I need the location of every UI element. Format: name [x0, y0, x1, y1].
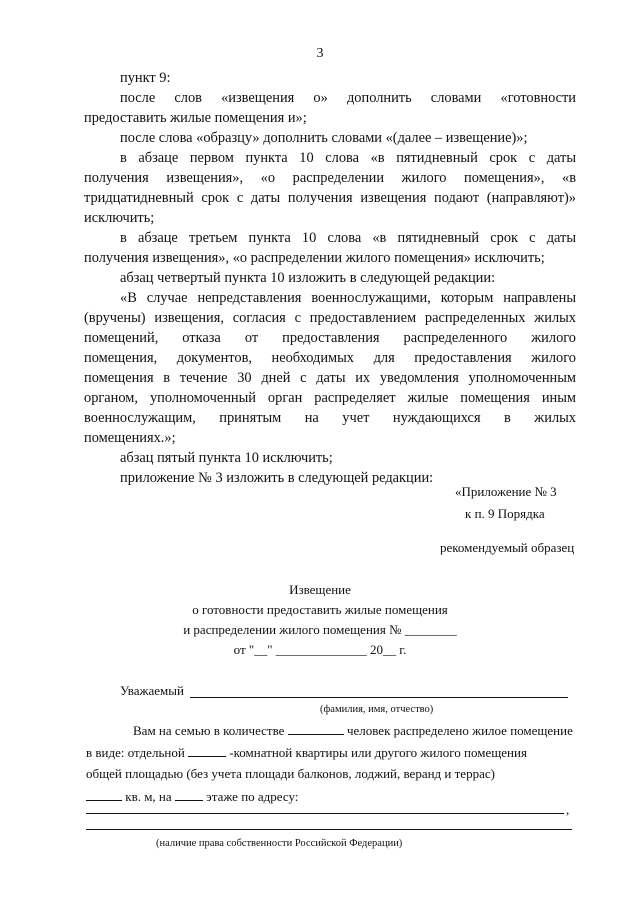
- appendix-reference: к п. 9 Порядка: [465, 506, 545, 521]
- paragraph-line: военнослужащим, принятым на учет нуждающихся в жилых: [84, 410, 576, 426]
- name-caption: (фамилия, имя, отчество): [320, 704, 434, 715]
- area-field: [86, 788, 122, 801]
- paragraph-line: помещений, отказа от предоставления распределенного жилого: [84, 330, 576, 346]
- notice-subtitle: о готовности предоставить жилые помещения: [192, 602, 448, 617]
- paragraph-line: исключить;: [84, 210, 155, 226]
- paragraph-line: получения извещения», «о распределении жилого помещения», «в: [84, 170, 576, 186]
- form-text: в виде: отдельной: [86, 745, 185, 760]
- amendment-text: [84, 68, 576, 488]
- paragraph-line: приложение № 3 изложить в следующей редакции:: [120, 470, 434, 486]
- form-row: [133, 722, 573, 739]
- sample-label: рекомендуемый образец: [440, 540, 575, 555]
- notice-title: Извещение: [289, 582, 351, 597]
- floor-field: [175, 788, 203, 801]
- paragraph-line: в абзаце третьем пункта 10 слова «в пятидневный срок с даты: [120, 230, 576, 246]
- paragraph-line: (вручены) извещения, согласия с предоставлением распределенных жилых: [84, 310, 576, 326]
- notice-date: от "__" ______________ 20__ г.: [233, 642, 407, 657]
- paragraph-line: органом, уполномоченный орган распределяет жилые помещения иным: [84, 390, 576, 406]
- paragraph-line: помещения в течение 30 дней с даты их уведомления уполномоченным: [84, 370, 576, 386]
- comma: ,: [566, 802, 570, 817]
- family-count-field: [288, 722, 344, 735]
- paragraph-item-9: пункт 9:: [120, 70, 171, 86]
- page-number: 3: [316, 46, 324, 61]
- appendix-label: «Приложение № 3: [455, 484, 557, 499]
- paragraph-line: помещения, документов, необходимых для предоставления жилого: [84, 350, 576, 366]
- paragraph-line: абзац пятый пункта 10 исключить;: [120, 450, 333, 466]
- paragraph-line: абзац четвертый пункта 10 изложить в следующей редакции:: [120, 270, 496, 286]
- ownership-caption: (наличие права собственности Российской Федерации): [156, 838, 403, 849]
- paragraph-line: «В случае непредставления военнослужащими, которым направлены: [120, 290, 576, 306]
- ownership-line: [86, 829, 572, 830]
- paragraph-line: предоставить жилые помещения и»;: [84, 110, 307, 126]
- form-text: этаже по адресу:: [206, 789, 299, 804]
- form-text: -комнатной квартиры или другого жилого помещения: [229, 745, 527, 760]
- address-line: [86, 813, 564, 814]
- room-count-field: [188, 744, 226, 757]
- form-row: [86, 744, 527, 761]
- paragraph-line: помещениях.»;: [84, 430, 176, 446]
- paragraph-line: тридцатидневный срок с даты получения извещения подают (направляют)»: [84, 190, 576, 206]
- form-text: кв. м, на: [125, 789, 172, 804]
- paragraph-line: получения извещения», «о распределении жилого помещения» исключить;: [84, 250, 545, 266]
- paragraph-line: в абзаце первом пункта 10 слова «в пятидневный срок с даты: [120, 150, 576, 166]
- form-row: [86, 788, 298, 805]
- paragraph-line: после слова «образцу» дополнить словами «(далее – извещение)»;: [120, 130, 528, 146]
- notice-subtitle: и распределении жилого помещения № ________: [183, 622, 457, 637]
- greeting-label: Уважаемый: [120, 683, 184, 698]
- form-text: Вам на семью в количестве: [133, 723, 285, 738]
- form-text: человек распределено жилое помещение: [346, 723, 573, 738]
- name-field-line: [190, 697, 568, 698]
- paragraph-line: после слов «извещения о» дополнить словами «готовности: [120, 90, 576, 106]
- form-text: общей площадью (без учета площади балконов, лоджий, веранд и террас): [86, 766, 495, 781]
